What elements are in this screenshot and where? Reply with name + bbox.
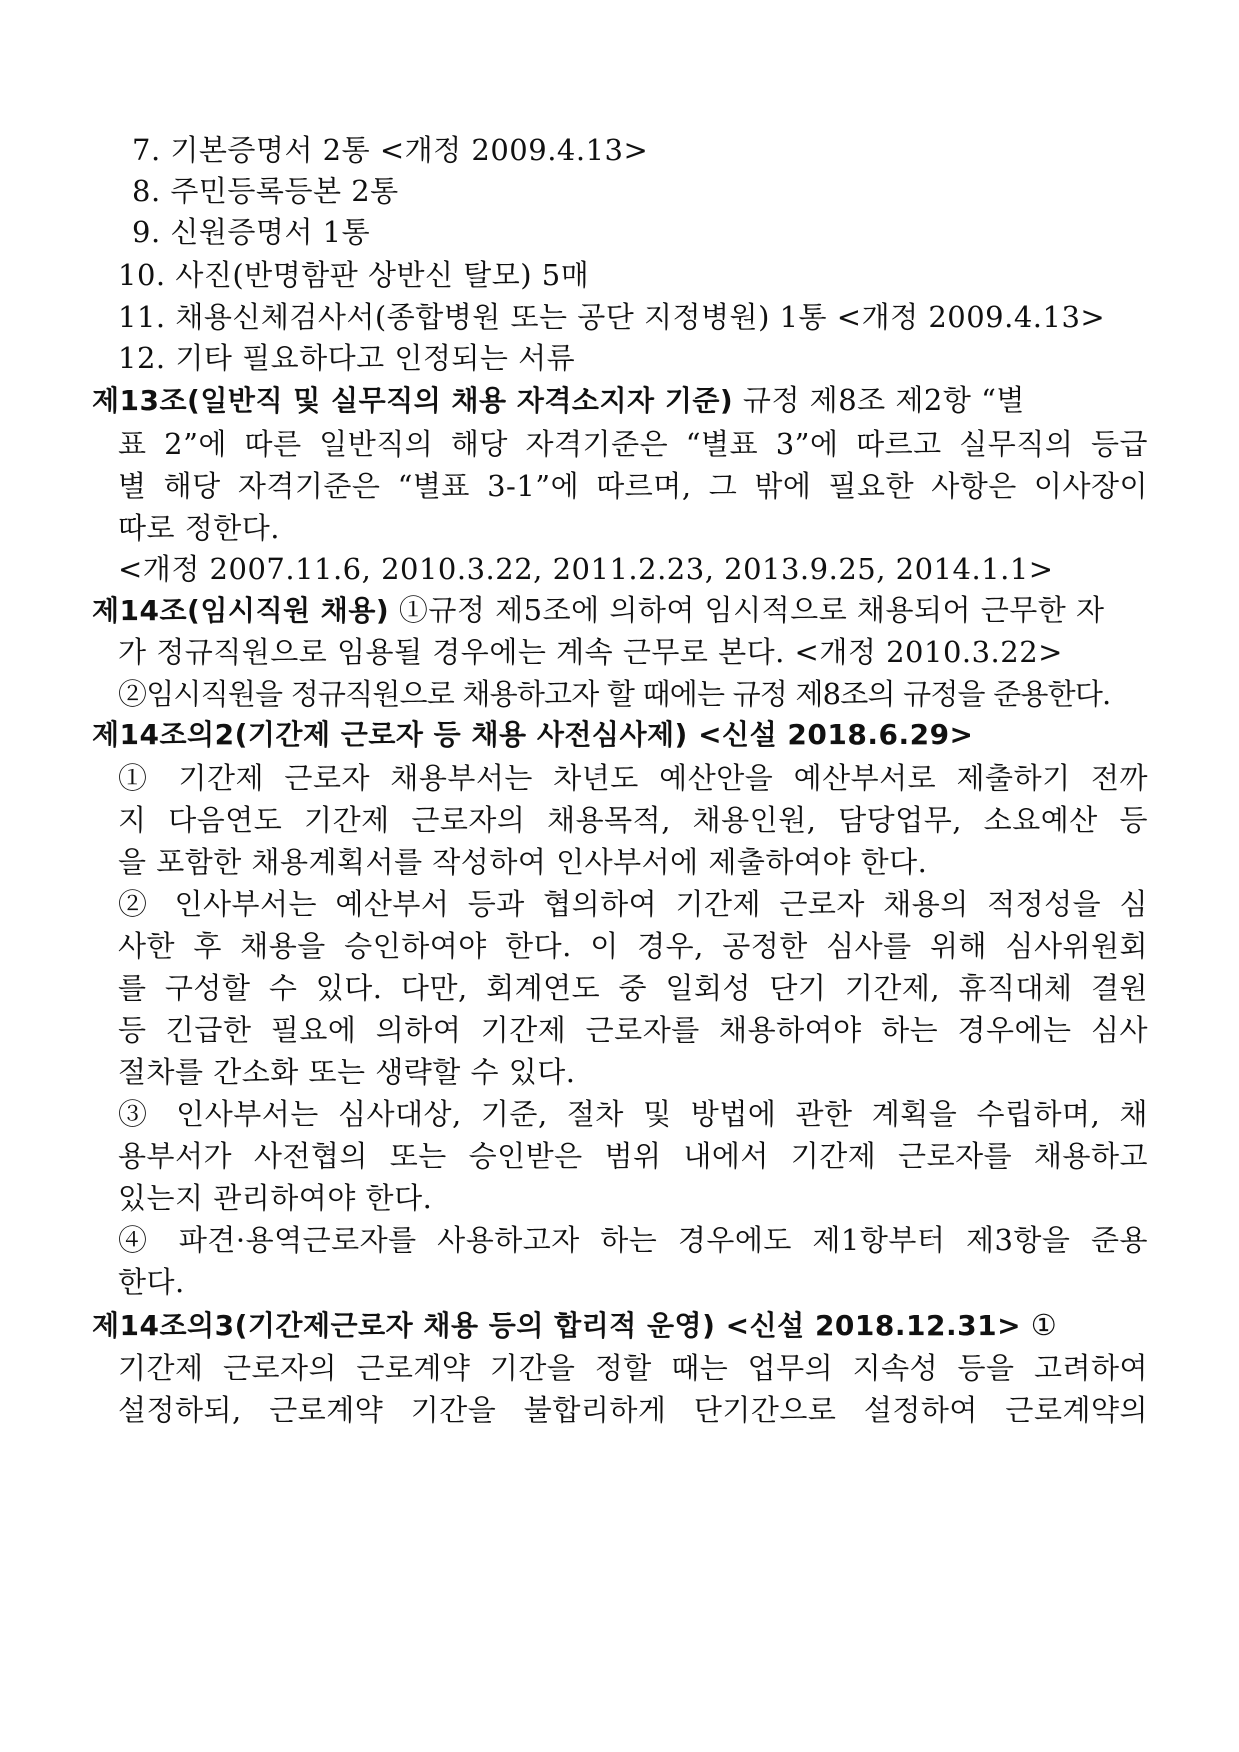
article-14-first-line — [92, 590, 1104, 631]
article-14-text: 가 정규직원으로 임용될 경우에는 계속 근무로 본다. <개정 2010.3.22> — [118, 635, 1063, 669]
article-14-3-text: 기간제 근로자의 근로계약 기간을 정할 때는 업무의 지속성 등을 고려하여 — [118, 1351, 1148, 1385]
article-14-heading: 제14조(임시직원 채용) — [92, 594, 390, 627]
article-14-2-text: 용부서가 사전협의 또는 승인받은 범위 내에서 기간제 근로자를 채용하고 — [118, 1139, 1148, 1173]
list-item: 12. 기타 필요하다고 인정되는 서류 — [118, 341, 576, 375]
article-14-text: ②임시직원을 정규직원으로 채용하고자 할 때에는 규정 제8조의 규정을 준용한다. — [118, 677, 1111, 711]
article-13-text: 따로 정한다. — [118, 511, 281, 545]
list-item: 8. 주민등록등본 2통 — [132, 174, 399, 208]
article-14-2-text: 절차를 간소화 또는 생략할 수 있다. — [118, 1055, 576, 1089]
article-13-heading: 제13조(일반직 및 실무직의 채용 자격소지자 기준) — [92, 384, 734, 417]
article-14-3-heading: 제14조의3(기간제근로자 채용 등의 합리적 운영) <신설 2018.12.31> — [92, 1309, 1022, 1342]
amendment-note: <개정 2007.11.6, 2010.3.22, 2011.2.23, 2013.9.25, 2014.1.1> — [118, 552, 1054, 586]
article-14-2-text: 있는지 관리하여야 한다. — [118, 1181, 433, 1215]
article-14-2-text: 를 구성할 수 있다. 다만, 회계연도 중 일회성 단기 기간제, 휴직대체 결원 — [118, 971, 1148, 1005]
list-item: 7. 기본증명서 2통 <개정 2009.4.13> — [132, 133, 649, 167]
list-item: 11. 채용신체검사서(종합병원 또는 공단 지정병원) 1통 <개정 2009.4.13> — [118, 300, 1106, 334]
article-13-first-line — [92, 380, 1025, 421]
article-14-2-text: 지 다음연도 기간제 근로자의 채용목적, 채용인원, 담당업무, 소요예산 등 — [118, 803, 1148, 837]
article-14-2-text: ④ 파견·용역근로자를 사용하고자 하는 경우에도 제1항부터 제3항을 준용 — [118, 1223, 1148, 1257]
article-14-2-text: ① 기간제 근로자 채용부서는 차년도 예산안을 예산부서로 제출하기 전까 — [118, 761, 1148, 795]
article-14-2-text: ② 인사부서는 예산부서 등과 협의하여 기간제 근로자 채용의 적정성을 심 — [118, 887, 1148, 921]
article-14-2-text: 사한 후 채용을 승인하여야 한다. 이 경우, 공정한 심사를 위해 심사위원회 — [118, 929, 1148, 963]
article-14-text: ①규정 제5조에 의하여 임시적으로 채용되어 근무한 자 — [389, 593, 1105, 627]
list-item: 9. 신원증명서 1통 — [132, 215, 371, 249]
article-14-3-first-line — [92, 1305, 1057, 1346]
article-14-2-text: ③ 인사부서는 심사대상, 기준, 절차 및 방법에 관한 계획을 수립하며, 채 — [118, 1097, 1148, 1131]
article-14-2-text: 한다. — [118, 1265, 185, 1299]
article-13-text: 표 2”에 따른 일반직의 해당 자격기준은 “별표 3”에 따르고 실무직의 등급 — [118, 427, 1148, 461]
article-13-text: 별 해당 자격기준은 “별표 3-1”에 따르며, 그 밖에 필요한 사항은 이사장이 — [118, 469, 1148, 503]
article-14-2-text: 을 포함한 채용계획서를 작성하여 인사부서에 제출하여야 한다. — [118, 845, 928, 879]
article-14-2-heading: 제14조의2(기간제 근로자 등 채용 사전심사제) <신설 2018.6.29> — [92, 718, 974, 751]
article-13-text: 규정 제8조 제2항 “별 — [733, 383, 1025, 417]
article-14-3-text: 설정하되, 근로계약 기간을 불합리하게 단기간으로 설정하여 근로계약의 — [118, 1393, 1148, 1427]
list-item: 10. 사진(반명함판 상반신 탈모) 5매 — [118, 258, 590, 292]
article-14-3-text: ① — [1021, 1308, 1058, 1342]
article-14-2-text: 등 긴급한 필요에 의하여 기간제 근로자를 채용하여야 하는 경우에는 심사 — [118, 1013, 1148, 1047]
